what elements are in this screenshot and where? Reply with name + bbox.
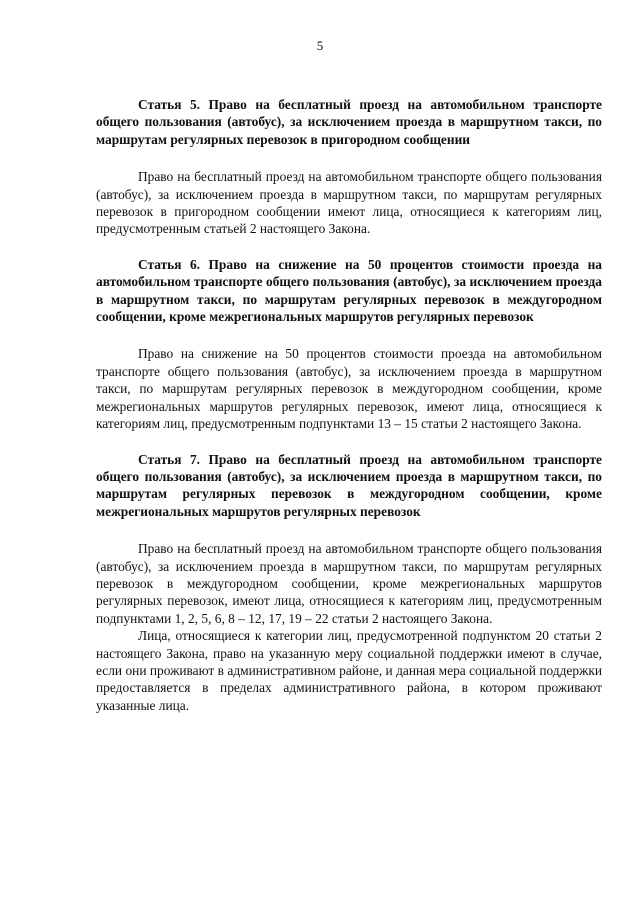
article-5-heading: Статья 5. Право на бесплатный проезд на автомобильном транспорте общего пользования (автобус), за исключением проезда в маршрутном такси, по маршрутам регулярных перевозок в пригородном сообщении [96, 97, 602, 147]
article-7-paragraph-2: Лица, относящиеся к категории лиц, предусмотренной подпунктом 20 статьи 2 настоящего Закона, право на указанную меру социальной поддержки имеют в случае, если они проживают в административном районе, и данная мера социальной поддержки предоставляется в пределах административного района, в котором проживают указанные лица. [96, 628, 602, 713]
article-5 [96, 96, 602, 256]
page-number: 5 [316, 38, 324, 53]
article-7-paragraph-1: Право на бесплатный проезд на автомобильном транспорте общего пользования (автобус), за исключением проезда в маршрутном такси, по маршрутам регулярных перевозок в междугородном сообщении, кроме межрегиональных маршрутов регулярных перевозок, имеют лица, относящиеся к категориям лиц, предусмотренным подпунктами 1, 2, 5, 6, 8 – 12, 17, 19 – 22 статьи 2 настоящего Закона. [96, 541, 602, 626]
document-body [96, 96, 602, 714]
article-7 [96, 451, 602, 715]
article-7-heading: Статья 7. Право на бесплатный проезд на автомобильном транспорте общего пользования (автобус), за исключением проезда в маршрутном такси, по маршрутам регулярных перевозок в междугородном сообщении, кроме межрегиональных маршрутов регулярных перевозок [96, 451, 602, 519]
article-6 [96, 256, 602, 451]
article-6-heading: Статья 6. Право на снижение на 50 процентов стоимости проезда на автомобильном транспорте общего пользования (автобус), за исключением проезда в маршрутном такси, по маршрутам регулярных перевозок в междугородном сообщении, кроме межрегиональных маршрутов регулярных перевозок [96, 256, 602, 325]
article-5-paragraph-1: Право на бесплатный проезд на автомобильном транспорте общего пользования (автобус), за исключением проезда в маршрутном такси, по маршрутам регулярных перевозок в пригородном сообщении имеют лица, относящиеся к категориям лиц, предусмотренным статьей 2 настоящего Закона. [96, 169, 602, 237]
article-6-paragraph-1: Право на снижение на 50 процентов стоимости проезда на автомобильном транспорте общего пользования (автобус), за исключением проезда в маршрутном такси, по маршрутам регулярных перевозок в междугородном сообщении, кроме межрегиональных маршрутов регулярных перевозок, имеют лица, относящиеся к категориям лиц, предусмотренным подпунктами 13 – 15 статьи 2 настоящего Закона. [96, 346, 602, 432]
